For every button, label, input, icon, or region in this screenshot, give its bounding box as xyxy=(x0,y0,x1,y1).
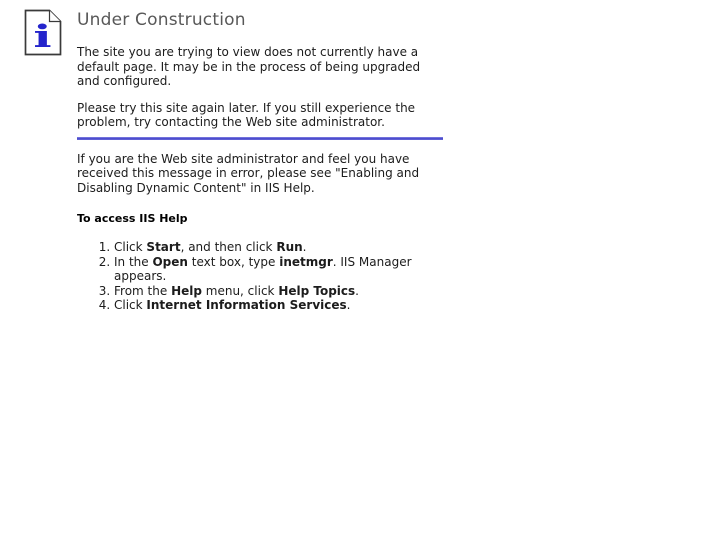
retry-paragraph: Please try this site again later. If you still experience the problem, try contacting the Web site administrator. xyxy=(77,100,416,129)
step-text-segment: Run xyxy=(276,240,303,254)
step-text-segment: Open xyxy=(152,254,188,269)
instruction-step xyxy=(114,240,414,255)
content-column xyxy=(77,8,443,313)
step-text-segment: . xyxy=(302,240,307,254)
step-text-segment: Help xyxy=(171,283,202,298)
info-letter: i xyxy=(33,17,52,55)
step-text-segment: . xyxy=(346,298,351,312)
step-text-segment: . xyxy=(355,283,359,298)
info-document-icon-svg xyxy=(24,9,62,56)
intro-paragraph: The site you are trying to view does not currently have a default page. It may be in the process of being upgraded and configured. xyxy=(77,45,421,88)
instruction-step xyxy=(114,284,414,299)
administrator-paragraph: If you are the Web site administrator and feel you have received this message in error, please see "Enabling and Disabling Dynamic Content" in IIS Help. xyxy=(77,151,420,195)
step-text-segment: . IIS Manager appears. xyxy=(114,254,412,283)
step-text-segment: Internet Information Services xyxy=(146,298,347,312)
step-text-segment: , and then click xyxy=(180,240,277,254)
step-text-segment: Help Topics xyxy=(278,283,356,298)
step-text-segment: menu, click xyxy=(201,283,279,298)
step-text-segment: inetmgr xyxy=(279,254,333,269)
divider-rule xyxy=(77,137,443,140)
step-text-segment: From the xyxy=(114,283,172,298)
iis-help-heading: To access IIS Help xyxy=(77,212,188,225)
step-text-segment: Start xyxy=(146,240,181,254)
instruction-step xyxy=(114,298,414,313)
step-text-segment: text box, type xyxy=(187,254,280,269)
instruction-step xyxy=(114,255,414,284)
step-text-segment: Click xyxy=(114,240,147,254)
page-title: Under Construction xyxy=(77,10,246,30)
instructions-list xyxy=(77,240,414,313)
info-document-icon xyxy=(24,9,62,56)
step-text-segment: Click xyxy=(114,298,147,312)
step-text-segment: In the xyxy=(114,254,153,269)
